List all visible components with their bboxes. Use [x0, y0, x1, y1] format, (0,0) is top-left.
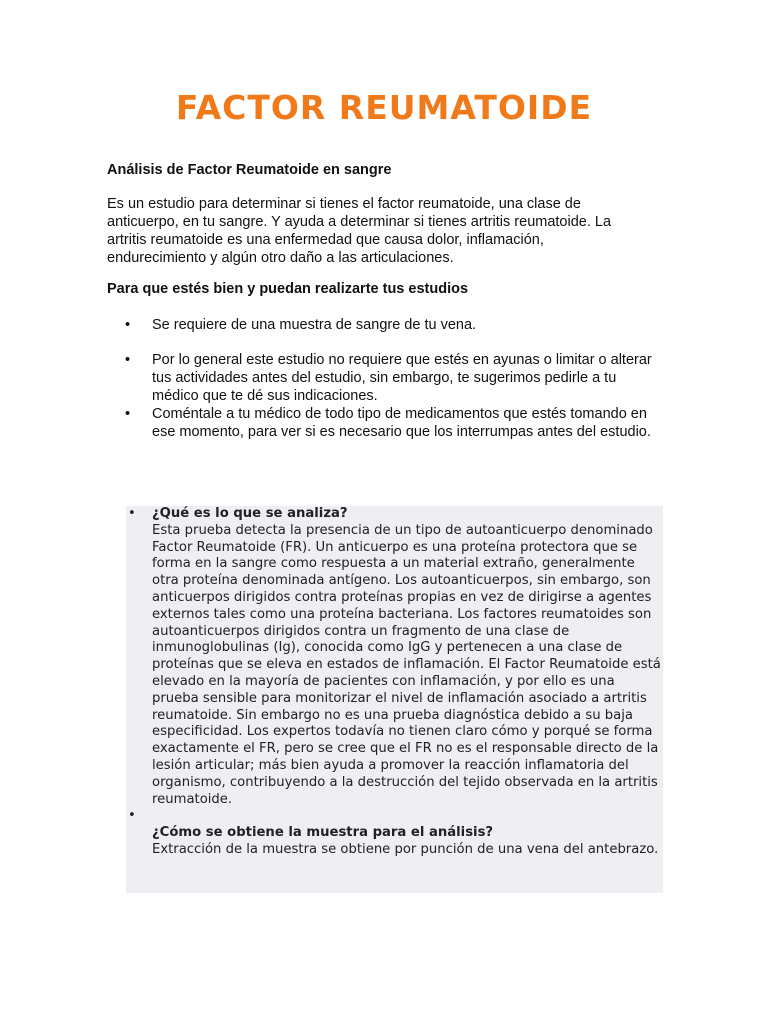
faq-answer: Extracción de la muestra se obtiene por punción de una vena del antebrazo.	[152, 841, 659, 857]
faq-question: ¿Cómo se obtiene la muestra para el análisis?	[152, 825, 494, 841]
page-title: FACTOR REUMATOIDE	[175, 88, 593, 127]
faq-panel	[126, 506, 663, 893]
bullet-icon: •	[128, 506, 136, 521]
intro-paragraph: Es un estudio para determinar si tienes el factor reumatoide, una clase de anticuerpo, en tu sangre. Y ayuda a determinar si tienes artritis reumatoide. La artritis reumatoide es una enfermedad que causa dolor, inflamación, endurecimiento y algún otro daño a las articulaciones.	[107, 196, 612, 266]
list-item-text: Por lo general este estudio no requiere que estés en ayunas o limitar o alterar tus actividades antes del estudio, sin embargo, te sugerimos pedirle a tu médico que te dé sus indicaciones.	[152, 352, 652, 404]
section-heading-preparation: Para que estés bien y puedan realizarte tus estudios	[107, 281, 469, 297]
faq-answer: Esta prueba detecta la presencia de un tipo de autoanticuerpo denominado Factor Reumatoide (FR). Un anticuerpo es una proteína protectora que se forma en la sangre como respuesta a un material extraño, generalmente otra proteína denominada antígeno. Los autoanticuerpos, sin embargo, son anticuerpos dirigidos contra proteínas propias en vez de dirigirse a agentes externos tales como una proteína bacteriana. Los factores reumatoides son autoanticuerpos dirigidos contra un fragmento de una clase de inmunoglobulinas (Ig), conocida como IgG y pertenecen a una clase de proteínas que se eleva en estados de inflamación. El Factor Reumatoide está elevado en la mayoría de pacientes con inflamación, y por ello es una prueba sensible para monitorizar el nivel de inflamación asociado a artritis reumatoide. Sin embargo no es una prueba diagnóstica debido a su baja especificidad. Los expertos todavía no tienen claro cómo y porqué se forma exactamente el FR, pero se cree que el FR no es el responsable directo de la lesión articular; más bien ayuda a promover la reacción inflamatoria del organismo, contribuyendo a la destrucción del tejido observada en la artritis reumatoide.	[152, 522, 661, 807]
bullet-icon: •	[125, 406, 131, 422]
section-heading-analysis: Análisis de Factor Reumatoide en sangre	[107, 162, 392, 178]
list-item	[107, 316, 667, 334]
bullet-icon: •	[125, 317, 131, 333]
list-item	[107, 351, 667, 405]
faq-item-empty	[126, 808, 663, 825]
bullet-icon: •	[125, 352, 131, 368]
faq-list	[126, 506, 663, 859]
list-item	[107, 405, 667, 441]
faq-question: ¿Qué es lo que se analiza?	[152, 506, 348, 521]
list-item-text: Coméntale a tu médico de todo tipo de medicamentos que estés tomando en ese momento, para ver si es necesario que los interrumpas antes del estudio.	[152, 406, 651, 440]
faq-item	[126, 825, 663, 859]
bullet-icon: •	[128, 808, 136, 824]
preparation-list	[107, 316, 667, 441]
faq-item	[126, 506, 663, 808]
list-item-text: Se requiere de una muestra de sangre de tu vena.	[152, 317, 477, 333]
